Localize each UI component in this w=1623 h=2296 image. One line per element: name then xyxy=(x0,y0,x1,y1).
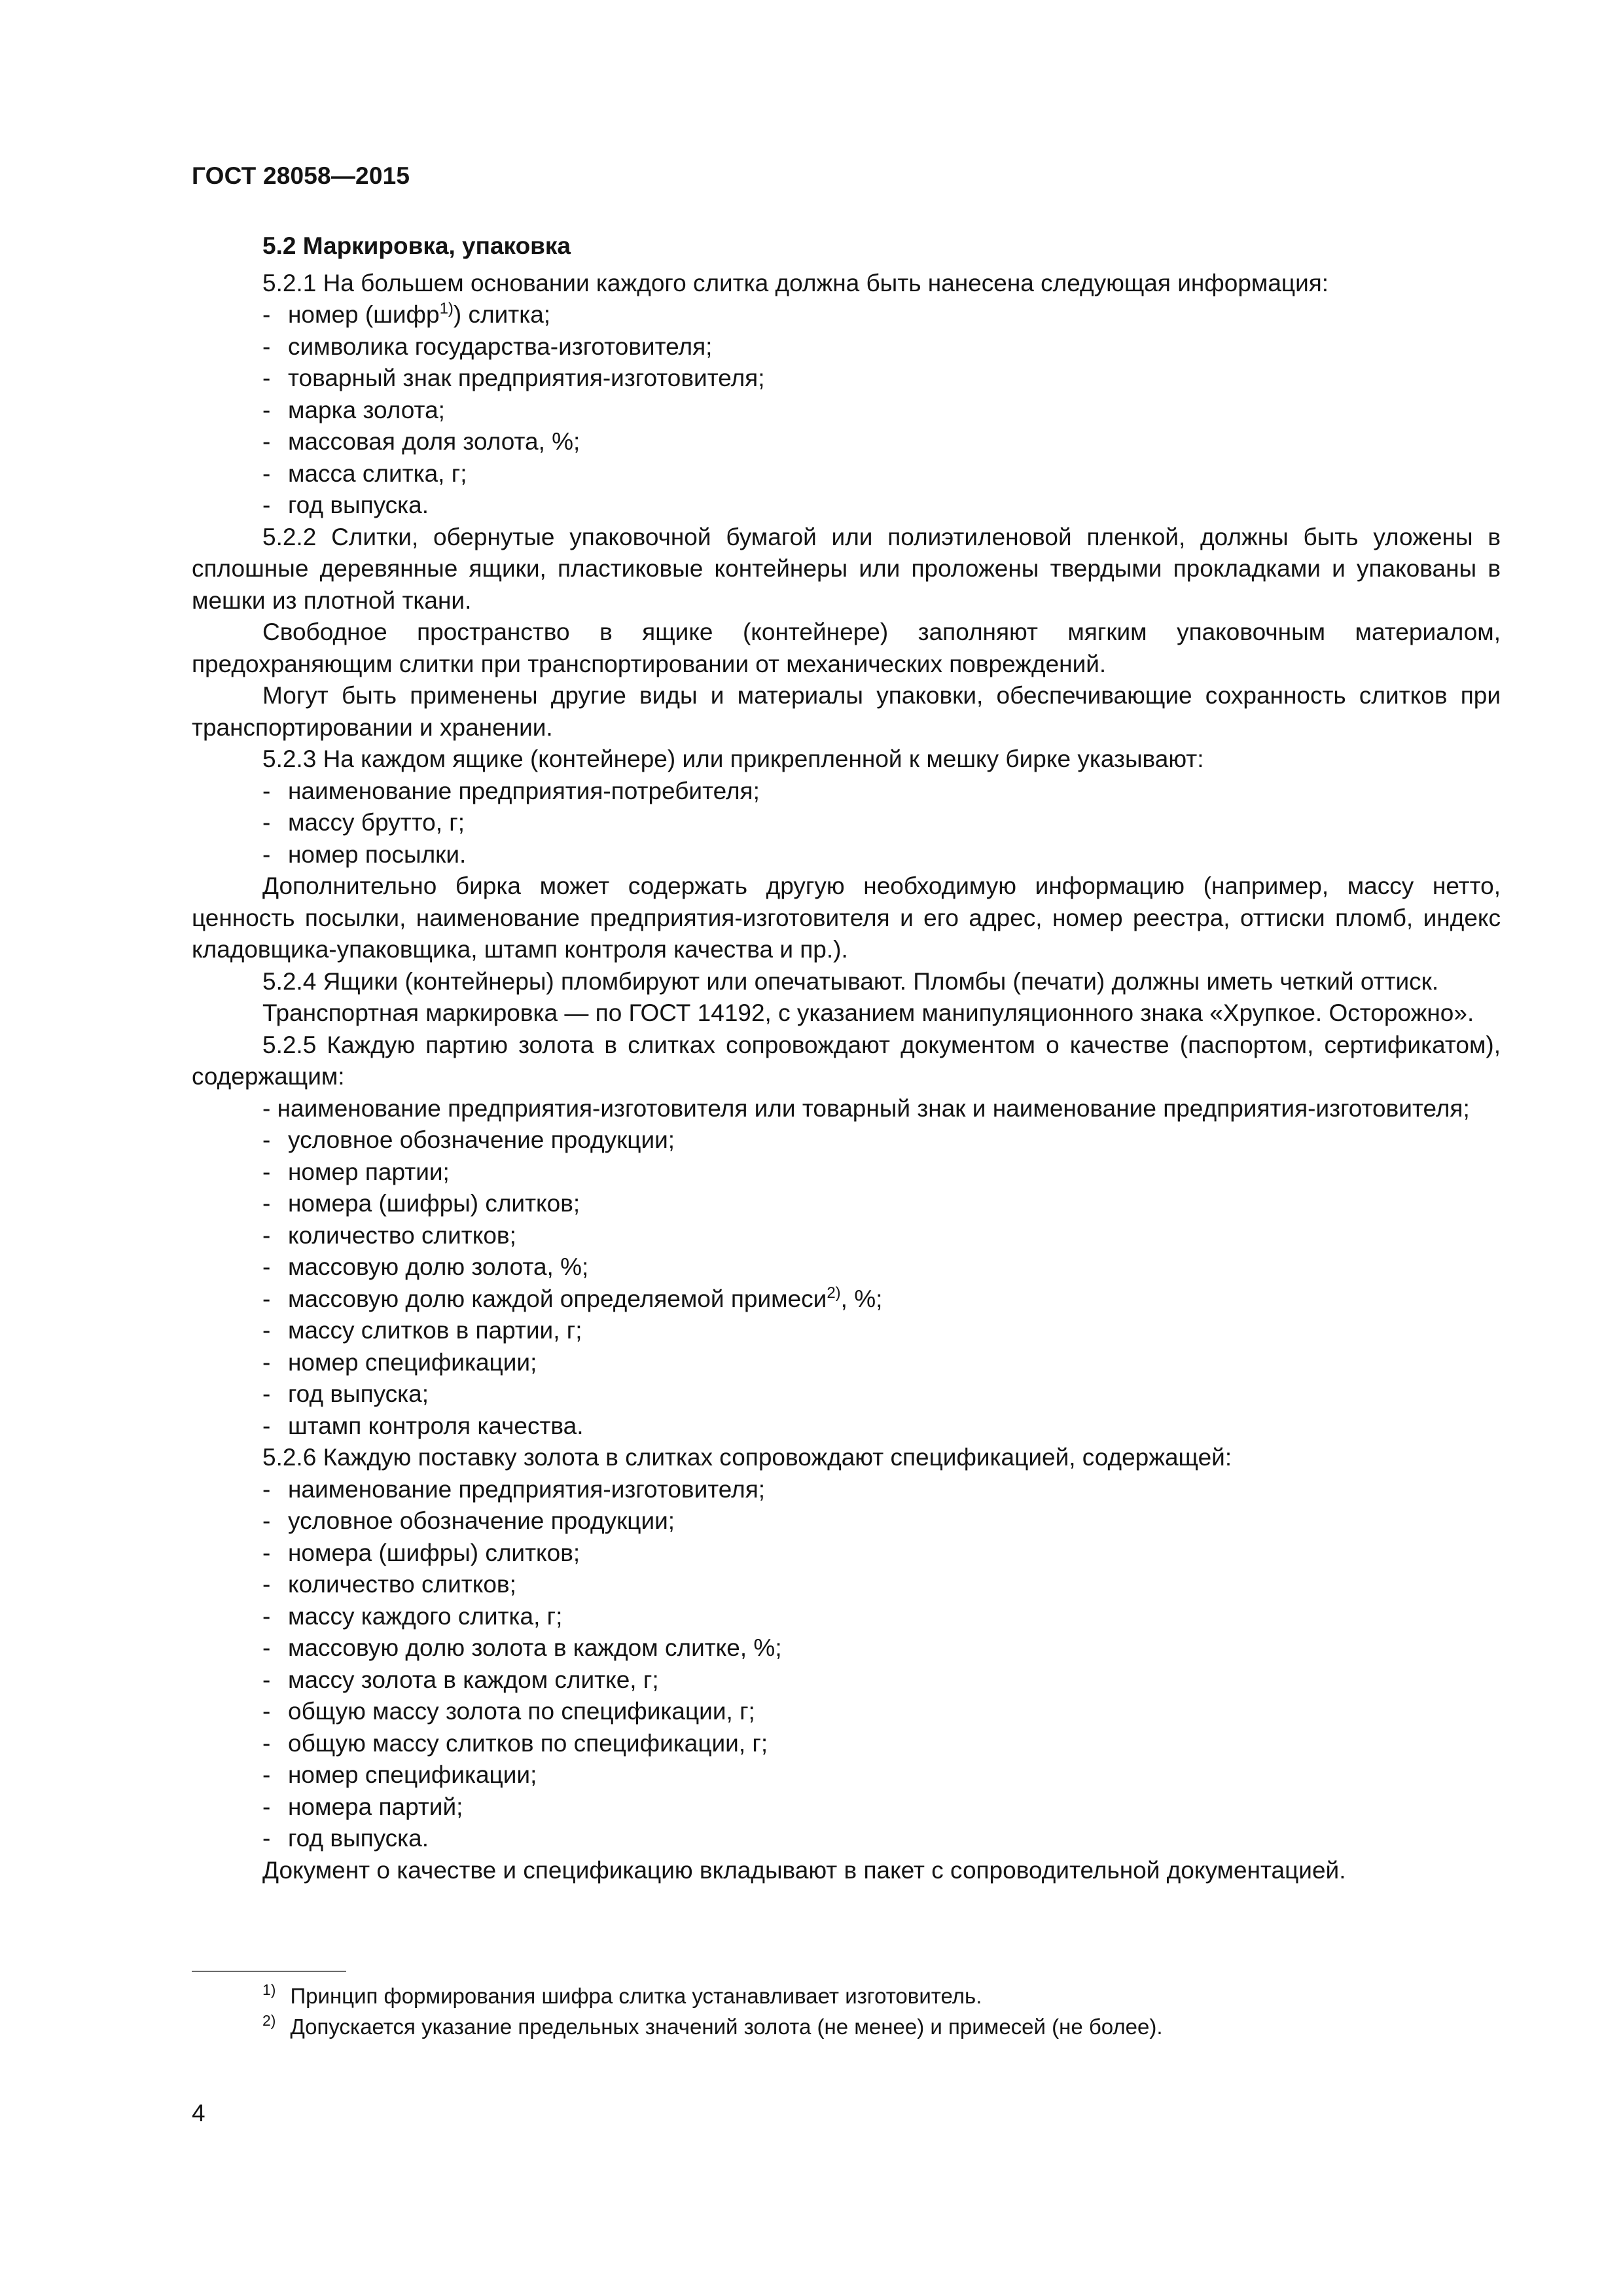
list-item: - условное обозначение продукции; xyxy=(262,1507,675,1534)
paragraph-5-2-1: 5.2.1 На большем основании каждого слитка должна быть нанесена следующая информация: xyxy=(262,269,1329,296)
list-item: - номер (шифр$^{1)}$) слитка; xyxy=(262,300,551,328)
list-item: - массу слитков в партии, г; xyxy=(262,1317,582,1344)
list-item: - марка золота; xyxy=(262,396,445,423)
list-item: - условное обозначение продукции; xyxy=(262,1126,675,1153)
list-item: - массовую долю золота в каждом слитке, %; xyxy=(262,1634,782,1661)
list-item: - штамп контроля качества. xyxy=(262,1412,584,1439)
footnotes xyxy=(262,1981,1486,2042)
list-item: - год выпуска. xyxy=(262,1825,429,1852)
footnote-separator xyxy=(192,1971,346,1972)
footnote-2: $^{2)}$ Допускается указание предельных значений золота (не менее) и примесей (не более). xyxy=(262,2012,1163,2039)
list-item: - количество слитков; xyxy=(262,1571,516,1598)
list-item: - общую массу слитков по спецификации, г; xyxy=(262,1729,768,1757)
list-item: - наименование предприятия-изготовителя; xyxy=(262,1475,766,1503)
paragraph: Транспортная маркировка — по ГОСТ 14192, с указанием манипуляционного знака «Хрупкое. Осторожно». xyxy=(262,999,1474,1026)
paragraph: Могут быть применены другие виды и материалы упаковки, обеспечивающие сохранность слитков при транспортировании и хранении. xyxy=(192,682,1501,741)
list-item: - номер посылки. xyxy=(262,840,467,868)
document-code-header: ГОСТ 28058—2015 xyxy=(192,162,410,189)
list-item: - символика государства-изготовителя; xyxy=(262,332,713,360)
paragraph-5-2-4: 5.2.4 Ящики (контейнеры) пломбируют или опечатывают. Пломбы (печати) должны иметь четкий оттиск. xyxy=(262,967,1439,995)
list-item: - масса слитка, г; xyxy=(262,459,467,487)
footnote-1: $^{1)}$ Принцип формирования шифра слитка устанавливает изготовитель. xyxy=(262,1981,982,2008)
list-item: - год выпуска. xyxy=(262,492,429,518)
paragraph-5-2-2: 5.2.2 Слитки, обернутые упаковочной бумагой или полиэтиленовой пленкой, должны быть уложены в сплошные деревянные ящики, пластиковые контейнеры или проложены твердыми прокладками и упакованы в мешки из плотной ткани. xyxy=(192,523,1501,614)
section-title: 5.2 Маркировка, упаковка xyxy=(262,232,571,259)
paragraph: Дополнительно бирка может содержать другую необходимую информацию (например, массу нетто, ценность посылки, наименование предприятия-изготовителя и его адрес, номер реестра, оттиски пломб, индекс кладовщика-упаковщика, штамп контроля качества и пр.). xyxy=(192,872,1501,963)
list-item: - год выпуска; xyxy=(262,1380,429,1407)
paragraph-5-2-5: 5.2.5 Каждую партию золота в слитках сопровождают документом о качестве (паспортом, сертификатом), содержащим: xyxy=(192,1031,1501,1090)
list-item: - номера (шифры) слитков; xyxy=(262,1190,580,1217)
paragraph-5-2-6: 5.2.6 Каждую поставку золота в слитках сопровождают спецификацией, содержащей: xyxy=(262,1444,1232,1471)
list-item: - номера партий; xyxy=(262,1793,463,1820)
footnote-ref-1: 1) xyxy=(439,300,454,317)
list-item: - массу каждого слитка, г; xyxy=(262,1602,563,1630)
list-item: - массу брутто, г; xyxy=(262,809,465,836)
paragraph: Свободное пространство в ящике (контейнере) заполняют мягким упаковочным материалом, предохраняющим слитки при транспортировании от механических повреждений. xyxy=(192,619,1501,677)
list-item: - наименование предприятия-потребителя; xyxy=(262,777,760,804)
list-item: - наименование предприятия-изготовителя или товарный знак и наименование предприятия-изготовителя; xyxy=(262,1094,1470,1122)
page-content xyxy=(192,230,1501,1886)
list-item: - массовая доля золота, %; xyxy=(262,428,580,455)
list-item: - номер партии; xyxy=(262,1158,450,1185)
page-number: 4 xyxy=(192,2100,205,2126)
list-item: - номер спецификации; xyxy=(262,1761,537,1788)
list-item: - товарный знак предприятия-изготовителя; xyxy=(262,365,765,391)
list-item: - номера (шифры) слитков; xyxy=(262,1539,580,1566)
paragraph-5-2-3: 5.2.3 На каждом ящике (контейнере) или прикрепленной к мешку бирке указывают: xyxy=(262,745,1204,772)
list-item: - массовую долю каждой определяемой примеси$^{2)}$, %; xyxy=(262,1283,883,1312)
list-item: - номер спецификации; xyxy=(262,1348,537,1376)
footnote-ref-2: 2) xyxy=(827,1283,841,1302)
list-item: - количество слитков; xyxy=(262,1221,516,1249)
list-item: - массу золота в каждом слитке, г; xyxy=(262,1666,659,1693)
list-item: - общую массу золота по спецификации, г; xyxy=(262,1698,755,1725)
list-item: - массовую долю золота, %; xyxy=(262,1253,589,1280)
final-paragraph: Документ о качестве и спецификацию вкладывают в пакет с сопроводительной документацией. xyxy=(262,1856,1346,1884)
